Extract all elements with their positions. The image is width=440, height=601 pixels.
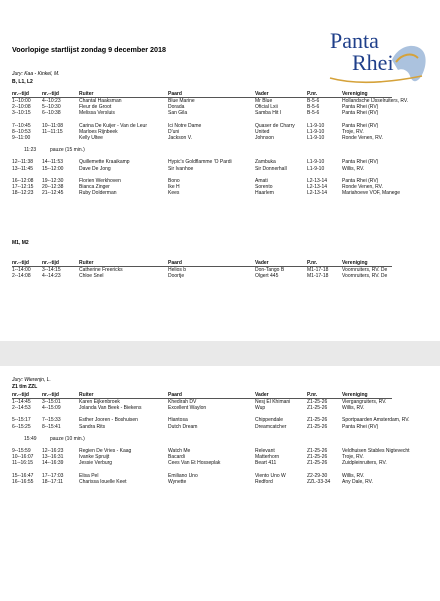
cell-start-2: 3--14:15 — [42, 267, 61, 273]
cell-club: Panta Rhei (RV) — [342, 177, 379, 184]
cell-horse: Kees — [168, 190, 180, 197]
cell-start-2: 6--10:38 — [42, 110, 61, 117]
cell-start-2: 4--15:09 — [42, 405, 61, 412]
cell-horse: Dorada — [168, 104, 185, 111]
cell-club: Sportpaarden Amsterdam, RV. — [342, 417, 410, 424]
section-heading-b-l1-l2: B, L1, L2 — [12, 79, 33, 85]
cell-start-2: 4--10:23 — [42, 98, 61, 104]
pause-row — [12, 436, 392, 442]
column-header-horse: Paard — [168, 260, 182, 266]
cell-start-2: 14--11:53 — [42, 159, 64, 166]
cell-sire: Matterhorn — [255, 454, 280, 461]
cell-horse: Bono — [168, 177, 180, 184]
cell-start-1: 18--12:23 — [12, 190, 34, 197]
cell-sire: Quaser de Charry — [255, 122, 295, 129]
startlist-table-b-l1-l2 — [12, 91, 409, 197]
cell-horse: Sir Ivanhoe — [168, 165, 194, 172]
cell-start-1: 2--14:08 — [12, 273, 31, 280]
cell-test-number: L1-9-10 — [307, 165, 325, 172]
table-row — [12, 135, 392, 141]
cell-horse: Ike H — [168, 183, 180, 190]
cell-test-number: B-5-6 — [307, 104, 320, 111]
cell-sire: Relevant — [255, 447, 275, 454]
cell-test-number: B-5-6 — [307, 110, 320, 117]
cell-sire: Samba Hit I — [255, 110, 282, 117]
cell-rider: Bianca Zinger — [79, 183, 110, 190]
cell-horse: Jackson V. — [168, 134, 192, 141]
jury-label-2: Jury: Wierenjn, L. — [12, 377, 51, 383]
cell-sire: Haarlem — [255, 190, 274, 197]
cell-start-2: 4--14:23 — [42, 273, 61, 280]
column-header-club: Vereniging — [342, 260, 368, 266]
table-row — [12, 424, 392, 430]
table-header-row — [12, 91, 392, 98]
table-row — [12, 460, 392, 466]
section-heading-z1-zzl: Z1 t/m ZZL — [12, 384, 38, 390]
cell-sire: Don-Tango B — [255, 267, 285, 273]
cell-sire: United — [255, 128, 270, 135]
cell-club: Veldhuisen Stables Nigtevecht — [342, 447, 410, 454]
cell-club: Voornruiters, RV. De — [342, 273, 388, 280]
cell-club: Ronde Venen, RV. — [342, 183, 383, 190]
cell-rider: Catherine Freericks — [79, 267, 123, 273]
column-header-rider: Ruiter — [79, 260, 94, 266]
cell-horse: Helios b — [168, 267, 187, 273]
cell-rider: Carina De Kuijer - Van de Leur — [79, 122, 147, 129]
cell-club: Panta Rhei (RV) — [342, 104, 379, 111]
cell-test-number: Z1-25-26 — [307, 460, 328, 467]
cell-rider: Melissa Versluis — [79, 110, 115, 117]
column-header-sire: Vader — [255, 91, 269, 97]
cell-horse: Watch Me — [168, 447, 191, 454]
cell-sire: Viento Uno W — [255, 472, 286, 479]
pause-time: 15:49 — [24, 435, 37, 442]
cell-start-1: 12--11:38 — [12, 159, 34, 166]
document-page-2 — [0, 366, 440, 601]
cell-club: Troje, RV. — [342, 454, 364, 461]
column-header-test-number: P.nr. — [307, 260, 318, 266]
cell-sire: Dreamcatcher — [255, 423, 287, 430]
cell-rider: Charissa Iouelle Keet — [79, 478, 127, 485]
column-header-start-2: nr.--tijd — [42, 91, 59, 97]
startlist-table-m1-m2 — [12, 260, 392, 279]
cell-start-2: 19--12:30 — [42, 177, 64, 184]
cell-rider: Karen Eijkenbroek — [79, 399, 120, 405]
cell-sire: Mr Blue — [255, 98, 273, 104]
cell-horse: Blue Marine — [168, 98, 195, 104]
cell-club: Panta Rhei (RV) — [342, 110, 379, 117]
cell-start-1: 1--14:45 — [12, 399, 31, 405]
cell-sire: Olgert 445 — [255, 273, 279, 280]
cell-horse: Hypic's Goldflamme 'O Pardi — [168, 159, 232, 166]
cell-start-1: 15--16:47 — [12, 472, 34, 479]
cell-start-1: 1--14:00 — [12, 267, 31, 273]
cell-start-1: 9--15:59 — [12, 447, 31, 454]
cell-start-2: 18--17:11 — [42, 478, 64, 485]
table-row — [12, 110, 392, 116]
cell-start-2: 15--12:00 — [42, 165, 64, 172]
cell-sire: Nesj El Khimani — [255, 399, 291, 405]
cell-club: Voornruiters, RV. De — [342, 267, 388, 273]
cell-club: Willis, RV. — [342, 472, 365, 479]
cell-horse: Cees Van Et Hosseplak — [168, 460, 221, 467]
table-row — [12, 166, 392, 172]
cell-start-2: 13--16:31 — [42, 454, 64, 461]
cell-sire: Redford — [255, 478, 273, 485]
cell-start-1: 10--16:07 — [12, 454, 34, 461]
cell-horse: Doortje — [168, 273, 185, 280]
cell-horse: Emiliano Uno — [168, 472, 198, 479]
table-header-row — [12, 260, 392, 267]
cell-club: Panta Rhei (RV) — [342, 159, 379, 166]
cell-start-1: 5--15:17 — [12, 417, 31, 424]
section-heading-m1-m2: M1, M2 — [12, 240, 29, 246]
table-header-row — [12, 392, 392, 399]
cell-sire: Sorento — [255, 183, 273, 190]
cell-test-number: L1-9-10 — [307, 128, 325, 135]
cell-rider: Ruby Dolderman — [79, 190, 117, 197]
cell-horse: Wynette — [168, 478, 187, 485]
cell-rider: Regien De Vries - Kaag — [79, 447, 132, 454]
cell-start-2: 8--15:41 — [42, 423, 61, 430]
startlist-table-z1-zzl — [12, 392, 410, 485]
cell-rider: Chloe Snel — [79, 273, 104, 280]
cell-start-1: 16--12:08 — [12, 177, 34, 184]
column-header-test-number: P.nr. — [307, 392, 318, 398]
cell-start-1: 13--11:45 — [12, 165, 34, 172]
cell-start-2: 5--10:30 — [42, 104, 61, 111]
cell-horse: Ici Notre Dame — [168, 122, 202, 129]
cell-club: Panta Rhei (RV) — [342, 423, 379, 430]
column-header-horse: Paard — [168, 392, 182, 398]
cell-horse: Khedirah DV — [168, 399, 197, 405]
column-header-start-2: nr.--tijd — [42, 260, 59, 266]
column-header-start-2: nr.--tijd — [42, 392, 59, 398]
cell-rider: Florien Werkhoven — [79, 177, 121, 184]
cell-start-2: 3--15:01 — [42, 399, 61, 405]
cell-start-2: 11--11:15 — [42, 128, 63, 135]
cell-start-1: 17--12:15 — [12, 183, 34, 190]
cell-club: Willis, RV. — [342, 165, 365, 172]
cell-rider: Esther Jooren - Boshuisen — [79, 417, 138, 424]
cell-club: Willis, RV. — [342, 405, 365, 412]
cell-test-number: M1-17-18 — [307, 273, 329, 280]
cell-horse: D'uni — [168, 128, 180, 135]
cell-horse: Bacardi — [168, 454, 185, 461]
cell-horse: Excellent Waylon — [168, 405, 207, 412]
table-row — [12, 405, 392, 411]
column-header-horse: Paard — [168, 91, 182, 97]
cell-start-1: 6--15:25 — [12, 423, 31, 430]
cell-test-number: Z1-25-26 — [307, 454, 328, 461]
table-row — [12, 190, 401, 197]
column-header-start-1: nr.--tijd — [12, 260, 29, 266]
cell-club: Zuidpleinruiters, RV. — [342, 460, 387, 467]
column-header-start-1: nr.--tijd — [12, 392, 29, 398]
column-header-sire: Vader — [255, 392, 269, 398]
cell-rider: Elisa Pel — [79, 472, 99, 479]
cell-start-1: 8--10:53 — [12, 128, 31, 135]
cell-start-1: 9--11:00 — [12, 134, 31, 141]
cell-start-1: 2--14:53 — [12, 405, 31, 412]
cell-sire: Beart 411 — [255, 460, 277, 467]
cell-test-number: L2-13-14 — [307, 190, 328, 197]
cell-club: Troje, RV. — [342, 128, 364, 135]
column-header-test-number: P.nr. — [307, 91, 318, 97]
cell-sire: Sir Donnerhall — [255, 165, 287, 172]
cell-club: Ronde Venen, RV. — [342, 134, 383, 141]
column-header-start-1: nr.--tijd — [12, 91, 29, 97]
cell-rider: Jolanda Van Beek - Biekens — [79, 405, 142, 412]
cell-test-number: L1-9-10 — [307, 134, 325, 141]
cell-sire: Wup — [255, 405, 266, 412]
cell-rider: Fleur de Groot — [79, 104, 112, 111]
column-header-sire: Vader — [255, 260, 269, 266]
cell-sire: Zambuka — [255, 159, 276, 166]
pause-label: pauze (15 min.) — [50, 147, 85, 154]
cell-start-2: 7--15:33 — [42, 417, 61, 424]
cell-start-2: 21--12:45 — [42, 190, 64, 197]
cell-start-1: 3--10:15 — [12, 110, 31, 117]
table-row — [12, 273, 392, 279]
cell-start-2: 12--16:23 — [42, 447, 64, 454]
cell-test-number: ZZL-33-34 — [307, 478, 331, 485]
cell-sire: Chippendale — [255, 417, 284, 424]
cell-start-1: 7--10:45 — [12, 122, 31, 129]
cell-club: Viergangruiters, RV. — [342, 399, 387, 405]
cell-start-2: 20--12:38 — [42, 183, 64, 190]
logo-word-rhei: Rhei — [352, 50, 394, 75]
cell-test-number: Z1-25-26 — [307, 417, 328, 424]
column-header-club: Vereniging — [342, 392, 368, 398]
cell-club: Hollandsche IJsselruiters, RV. — [342, 98, 409, 104]
column-header-rider: Ruiter — [79, 91, 94, 97]
cell-horse: Hiantosa — [168, 417, 188, 424]
cell-test-number: Z1-25-26 — [307, 447, 328, 454]
cell-horse: San Gila — [168, 110, 188, 117]
cell-club: Any Dale, RV. — [342, 478, 373, 485]
cell-test-number: L1-9-10 — [307, 159, 325, 166]
cell-test-number: Z1-25-26 — [307, 405, 328, 412]
pause-time: 11:23 — [24, 147, 37, 154]
cell-rider: Ivanke Spruijt — [79, 454, 110, 461]
cell-start-1: 2--10:08 — [12, 104, 31, 111]
logo-word-panta: Panta — [330, 28, 379, 53]
cell-start-1: 11--16:15 — [12, 460, 34, 467]
cell-test-number: L1-9-10 — [307, 122, 325, 129]
pause-row — [12, 147, 392, 153]
cell-start-2: 14--16:39 — [42, 460, 64, 467]
cell-rider: Jessie Verburg — [79, 460, 113, 467]
pause-label: pauze (10 min.) — [50, 435, 85, 442]
cell-rider: Kelly Ultee — [79, 134, 103, 141]
jury-label: Jury: Kaa - Kinkel, M. — [12, 71, 60, 77]
cell-rider: Dave De Jong — [79, 165, 111, 172]
cell-sire: Johnson — [255, 134, 274, 141]
cell-rider: Marloes Rijnbeek — [79, 128, 118, 135]
cell-test-number: Z1-25-26 — [307, 423, 328, 430]
cell-club: Mariahoeve VOF, Manege — [342, 190, 401, 197]
panta-rhei-logo — [322, 20, 432, 95]
cell-test-number: Z2-29-30 — [307, 472, 328, 479]
page-title: Voorlopige startlijst zondag 9 december 2018 — [12, 45, 167, 54]
cell-sire: Amati — [255, 177, 268, 184]
cell-rider: Sandra Rits — [79, 423, 106, 430]
table-row — [12, 479, 392, 485]
cell-sire: Oficial Lxii — [255, 104, 278, 111]
cell-start-2: 17--17:03 — [42, 472, 64, 479]
cell-test-number: B-5-6 — [307, 98, 320, 104]
cell-horse: Dutch Dream — [168, 423, 198, 430]
cell-rider: Chantal Haaksman — [79, 98, 122, 104]
cell-club: Panta Rhei (RV) — [342, 122, 379, 129]
column-header-club: Vereniging — [342, 91, 368, 97]
cell-test-number: M1-17-18 — [307, 267, 329, 273]
cell-test-number: L2-13-14 — [307, 177, 328, 184]
cell-start-2: 10--11:08 — [42, 122, 64, 129]
column-header-rider: Ruiter — [79, 392, 94, 398]
cell-start-1: 1--10:00 — [12, 98, 31, 104]
cell-start-1: 16--16:55 — [12, 478, 34, 485]
cell-test-number: L2-13-14 — [307, 183, 328, 190]
cell-test-number: Z1-25-26 — [307, 399, 328, 405]
cell-rider: Quillemette Kraaikamp — [79, 159, 130, 166]
